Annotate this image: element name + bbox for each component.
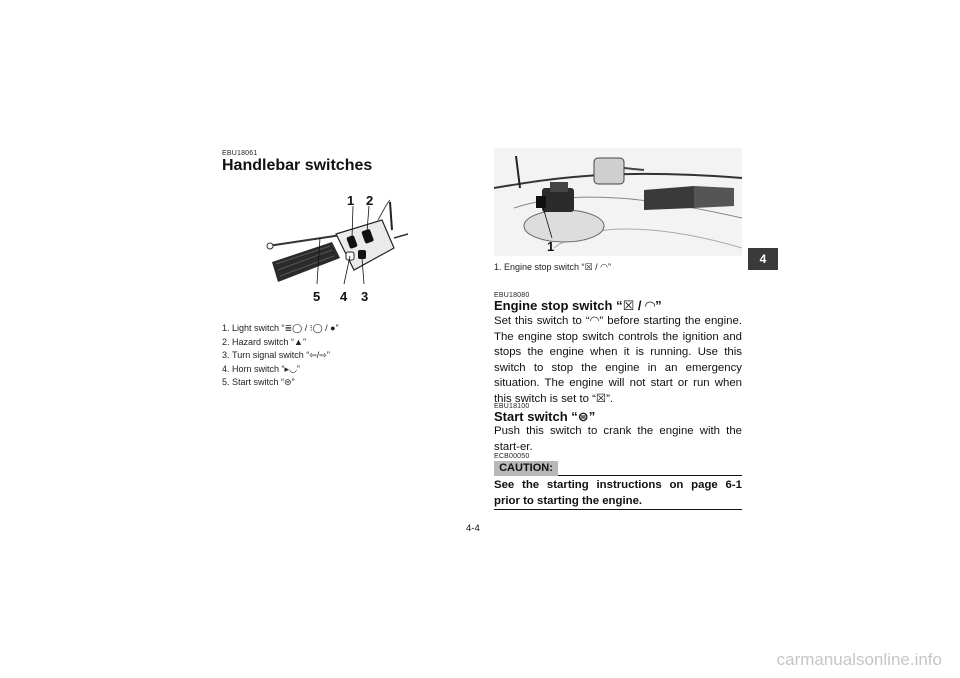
photo-caption: 1. Engine stop switch “☒ / ◠” — [494, 262, 611, 272]
run-icon: ◠ — [600, 262, 608, 272]
stop-x-icon: ☒ — [622, 298, 635, 313]
start-icon: ⊜ — [577, 409, 589, 424]
off-dot-icon: ● — [330, 323, 336, 333]
start-switch-paragraph: Push this switch to crank the engine with the start-er. — [494, 425, 742, 453]
section-code: EBU18080 — [494, 292, 530, 299]
engine-stop-paragraph: Set this switch to “◠” before starting the engine. The engine stop switch controls the ignition and stops the engine when it is running. Use this switch to stop the engine in an emergency situation. The engine will not start or run when this switch is set to “☒”. — [494, 315, 742, 405]
start-icon: ⊜ — [284, 377, 292, 387]
stop-x-icon: ☒ — [584, 262, 593, 272]
legend-item: 1. Light switch “≣◯ / ⁝◯ / ●” — [222, 323, 339, 333]
high-beam-icon: ≣◯ — [284, 323, 303, 333]
low-beam-icon: ⁝◯ — [309, 323, 323, 333]
horn-icon: ▸◡ — [284, 363, 297, 374]
callout-5: 5 — [313, 289, 321, 304]
caution-code: ECB00050 — [494, 453, 530, 460]
section-code: EBU18100 — [494, 403, 530, 410]
callout-4: 4 — [340, 289, 348, 304]
page-title: Handlebar switches — [222, 157, 373, 174]
turn-left-icon: ⇦ — [309, 350, 317, 360]
engine-stop-photo-art — [494, 148, 742, 256]
callout-2: 2 — [366, 193, 374, 208]
run-icon: ◠ — [589, 315, 600, 327]
callout-1: 1 — [347, 193, 355, 208]
section-title-engine-stop: Engine stop switch “☒ / ◠” — [494, 298, 662, 313]
engine-stop-photo — [494, 148, 742, 256]
page-number: 4-4 — [466, 523, 480, 534]
legend-item: 2. Hazard switch “▲” — [222, 336, 306, 347]
legend-item: 4. Horn switch “▸◡” — [222, 363, 300, 374]
caution-text: See the starting instructions on page 6-1 prior to starting the engine. — [494, 479, 742, 507]
watermark: carmanualsonline.info — [776, 650, 942, 669]
handlebar-illustration — [262, 190, 412, 310]
caution-top-rule — [558, 475, 742, 476]
section-code: EBU18061 — [222, 150, 258, 157]
caution-label: CAUTION: — [494, 461, 558, 476]
caution-bottom-rule — [494, 509, 742, 510]
legend-item: 5. Start switch “⊜” — [222, 377, 295, 387]
callout-3: 3 — [361, 289, 369, 304]
legend-item: 3. Turn signal switch “⇦/⇨” — [222, 350, 330, 360]
section-title-start-switch: Start switch “⊜” — [494, 409, 596, 424]
legend-list — [222, 322, 339, 390]
turn-right-icon: ⇨ — [319, 350, 327, 360]
run-icon: ◠ — [645, 298, 656, 313]
photo-callout-1: 1 — [547, 239, 555, 254]
chapter-tab: 4 — [748, 248, 778, 270]
stop-x-icon: ☒ — [595, 392, 607, 405]
hazard-triangle-icon: ▲ — [294, 336, 303, 347]
